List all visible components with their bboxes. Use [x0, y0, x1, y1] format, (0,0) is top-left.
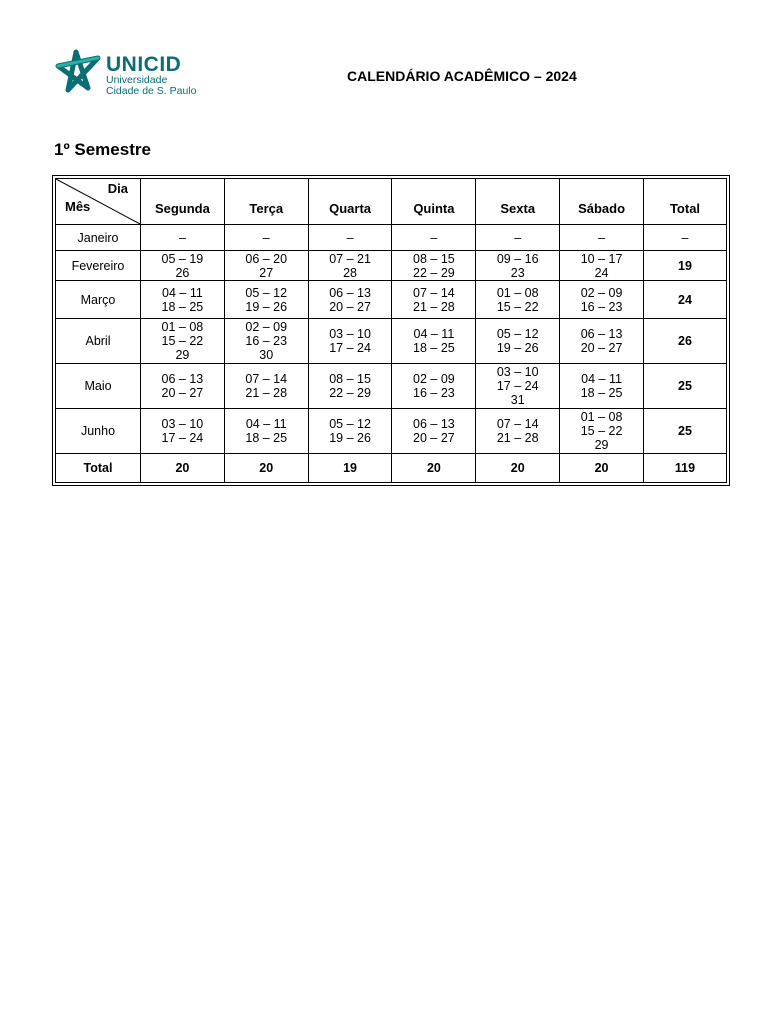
day-range: 02 – 09 — [580, 285, 623, 300]
day-range: 07 – 14 — [413, 285, 455, 300]
col-header: Total — [644, 179, 727, 225]
day-cell — [308, 408, 392, 453]
row-total: 25 — [644, 408, 727, 453]
col-header: Segunda — [141, 179, 225, 225]
day-range: 04 – 11 — [581, 371, 622, 386]
day-cell — [224, 251, 308, 281]
day-cell — [141, 319, 225, 363]
day-range: 29 — [594, 437, 609, 452]
row-total: 25 — [644, 363, 727, 408]
day-range: 08 – 15 — [413, 251, 455, 266]
corner-dia-label: Dia — [107, 181, 128, 196]
day-cell — [224, 408, 308, 453]
day-cell — [141, 408, 225, 453]
month-cell: Maio — [56, 363, 141, 408]
day-range: 02 – 09 — [245, 319, 288, 334]
day-range: 24 — [594, 265, 609, 280]
day-range: 07 – 14 — [245, 371, 288, 386]
day-range: 15 – 22 — [496, 299, 539, 314]
day-range: 04 – 11 — [245, 416, 287, 431]
day-range: 16 – 23 — [580, 299, 623, 314]
row-total: 19 — [644, 251, 727, 281]
month-cell: Março — [56, 281, 141, 319]
day-range: – — [514, 230, 522, 245]
table-row — [56, 251, 727, 281]
day-cell — [224, 363, 308, 408]
day-cell — [392, 251, 476, 281]
day-range: 17 – 24 — [496, 378, 539, 393]
day-range: 08 – 15 — [329, 371, 371, 386]
table-row — [56, 281, 727, 319]
day-range: 26 — [175, 265, 190, 280]
day-range: 03 – 10 — [496, 364, 539, 379]
day-cell — [476, 251, 560, 281]
row-total: 26 — [644, 319, 727, 363]
day-cell — [560, 408, 644, 453]
day-range: 05 – 19 — [161, 251, 204, 266]
day-range: 29 — [175, 347, 190, 362]
day-cell — [308, 363, 392, 408]
day-cell — [141, 281, 225, 319]
day-cell — [560, 363, 644, 408]
day-cell — [392, 363, 476, 408]
day-range: 06 – 20 — [245, 251, 288, 266]
month-cell: Abril — [56, 319, 141, 363]
day-cell — [476, 225, 560, 251]
day-range: 04 – 11 — [413, 326, 455, 341]
day-range: 04 – 11 — [162, 285, 203, 300]
month-cell: Janeiro — [56, 225, 141, 251]
day-cell — [476, 408, 560, 453]
corner-cell — [56, 179, 141, 225]
day-range: 06 – 13 — [580, 326, 623, 341]
day-range: 07 – 14 — [496, 416, 539, 431]
day-cell — [308, 319, 392, 363]
day-cell — [392, 408, 476, 453]
day-range: 09 – 16 — [496, 251, 539, 266]
day-cell — [392, 225, 476, 251]
day-range: 30 — [259, 347, 274, 362]
day-range: 20 – 27 — [413, 430, 455, 445]
day-range: – — [262, 230, 270, 245]
day-range: 15 – 22 — [580, 423, 623, 438]
day-cell — [476, 281, 560, 319]
day-range: – — [430, 230, 438, 245]
corner-mes-label: Mês — [65, 199, 91, 214]
day-cell — [392, 319, 476, 363]
day-range: 06 – 13 — [329, 285, 371, 300]
day-range: 20 – 27 — [580, 340, 623, 355]
col-header: Quarta — [308, 179, 392, 225]
day-range: 27 — [259, 265, 274, 280]
header-row — [56, 179, 727, 225]
day-cell — [308, 251, 392, 281]
day-range: 06 – 13 — [161, 371, 204, 386]
day-cell — [560, 319, 644, 363]
day-range: 18 – 25 — [161, 299, 204, 314]
day-cell — [224, 281, 308, 319]
total-row — [56, 453, 727, 482]
table-row — [56, 363, 727, 408]
day-cell — [476, 319, 560, 363]
day-range: 06 – 13 — [413, 416, 455, 431]
day-range: 28 — [343, 265, 358, 280]
day-range: 05 – 12 — [245, 285, 288, 300]
column-total: 20 — [560, 453, 644, 482]
day-range: 03 – 10 — [161, 416, 204, 431]
logo-subtitle — [106, 75, 196, 97]
column-total: 20 — [141, 453, 225, 482]
day-cell — [308, 225, 392, 251]
day-range: 20 – 27 — [329, 299, 371, 314]
column-total: 20 — [476, 453, 560, 482]
day-cell — [560, 251, 644, 281]
day-range: 21 – 28 — [496, 430, 539, 445]
day-range: 31 — [510, 392, 525, 407]
day-range: 16 – 23 — [245, 333, 288, 348]
column-total: 20 — [224, 453, 308, 482]
day-cell — [141, 251, 225, 281]
column-total: 19 — [308, 453, 392, 482]
column-total: 20 — [392, 453, 476, 482]
day-cell — [224, 319, 308, 363]
day-range: 21 – 28 — [245, 385, 288, 400]
month-cell: Junho — [56, 408, 141, 453]
day-range: 22 – 29 — [329, 385, 371, 400]
day-range: 17 – 24 — [161, 430, 204, 445]
star-icon — [52, 46, 102, 96]
day-cell — [392, 281, 476, 319]
logo-sub-line2: Cidade de S. Paulo — [106, 85, 197, 97]
calendar-table — [55, 178, 727, 483]
day-range: 19 – 26 — [245, 299, 288, 314]
day-cell — [224, 225, 308, 251]
day-cell — [141, 363, 225, 408]
unicid-logo — [52, 46, 212, 102]
day-range: 02 – 09 — [413, 371, 455, 386]
day-range: 01 – 08 — [496, 285, 539, 300]
table-row — [56, 225, 727, 251]
total-label: Total — [56, 453, 141, 482]
day-range: – — [178, 230, 186, 245]
month-cell: Fevereiro — [56, 251, 141, 281]
day-range: 19 – 26 — [496, 340, 539, 355]
day-cell — [560, 281, 644, 319]
day-range: 16 – 23 — [413, 385, 455, 400]
day-range: 18 – 25 — [413, 340, 455, 355]
day-range: – — [598, 230, 606, 245]
day-cell — [308, 281, 392, 319]
day-range: 03 – 10 — [329, 326, 371, 341]
day-range: 17 – 24 — [329, 340, 371, 355]
day-range: 21 – 28 — [413, 299, 455, 314]
day-range: 20 – 27 — [161, 385, 204, 400]
row-total: 24 — [644, 281, 727, 319]
calendar-table-frame — [52, 175, 730, 486]
col-header: Terça — [224, 179, 308, 225]
day-cell — [141, 225, 225, 251]
day-range: 18 – 25 — [245, 430, 288, 445]
day-range: 10 – 17 — [580, 251, 623, 266]
col-header: Sábado — [560, 179, 644, 225]
day-range: 19 – 26 — [329, 430, 371, 445]
day-range: 22 – 29 — [413, 265, 455, 280]
table-row — [56, 408, 727, 453]
day-range: – — [346, 230, 354, 245]
day-range: 23 — [510, 265, 525, 280]
day-range: 01 – 08 — [580, 409, 623, 424]
day-cell — [560, 225, 644, 251]
day-range: 15 – 22 — [161, 333, 204, 348]
day-range: 07 – 21 — [329, 251, 371, 266]
day-range: 01 – 08 — [161, 319, 204, 334]
logo-name: UNICID — [106, 53, 182, 76]
day-cell — [476, 363, 560, 408]
section-title: 1º Semestre — [54, 140, 151, 159]
day-range: 05 – 12 — [496, 326, 539, 341]
logo-sub-line1: Universidade — [106, 74, 168, 86]
col-header: Quinta — [392, 179, 476, 225]
column-total: 119 — [644, 453, 727, 482]
document-title: CALENDÁRIO ACADÊMICO – 2024 — [347, 68, 577, 84]
col-header: Sexta — [476, 179, 560, 225]
row-total: – — [644, 225, 727, 251]
day-range: 05 – 12 — [329, 416, 371, 431]
day-range: 18 – 25 — [580, 385, 623, 400]
table-row — [56, 319, 727, 363]
